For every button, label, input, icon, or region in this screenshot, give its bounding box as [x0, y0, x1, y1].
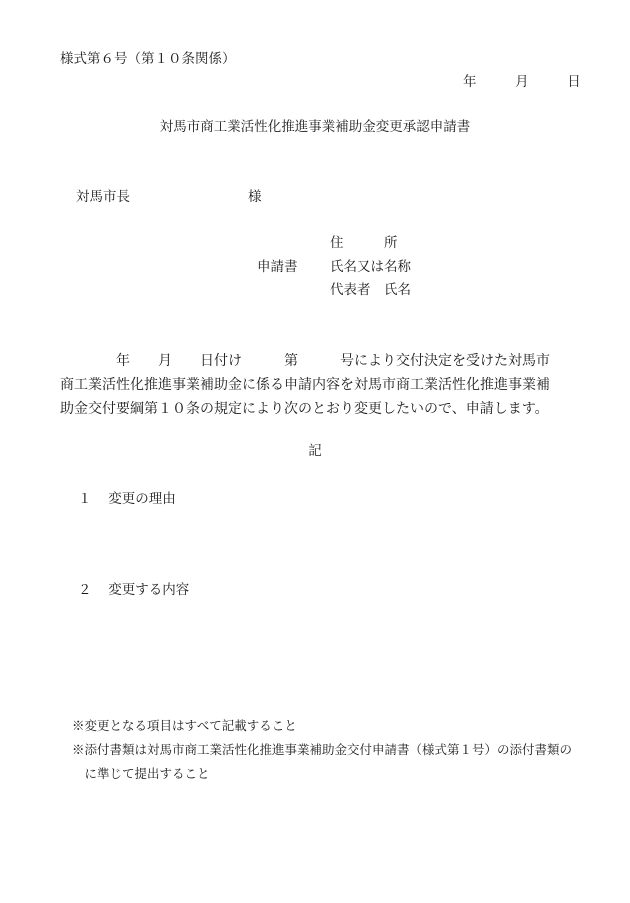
document-title: 対馬市商工業活性化推進事業補助金変更承認申請書 — [159, 119, 471, 135]
form-number: 様式第６号（第１０条関係） — [60, 51, 236, 67]
date-day-label: 日 — [567, 74, 581, 90]
note-2-line-1: ※添付書類は対馬市商工業活性化推進事業補助金交付申請書（様式第１号）の添付書類の — [72, 742, 573, 757]
address-label: 住 所 — [330, 235, 398, 251]
item-label: 変更する内容 — [108, 582, 190, 598]
item-change-content — [78, 584, 189, 598]
item-label: 変更の理由 — [108, 491, 176, 507]
body-line: 助金交付要綱第１０条の規定により次のとおり変更したいので、申請します。 — [60, 401, 549, 417]
representative-label: 代表者 氏名 — [330, 282, 411, 298]
note-2-line-2: に準じて提出すること — [72, 766, 210, 781]
addressee-honorific: 様 — [248, 189, 262, 205]
body-line: 年 月 日付け 第 号により交付決定を受けた対馬市 — [60, 353, 550, 369]
note-1: ※変更となる項目はすべて記載すること — [72, 718, 297, 733]
addressee-name: 対馬市長 — [76, 189, 130, 205]
date-month-label: 月 — [515, 74, 529, 90]
date-line — [463, 76, 581, 90]
item-change-reason — [78, 493, 176, 507]
body-line: 商工業活性化推進事業補助金に係る申請内容を対馬市商工業活性化推進事業補 — [60, 377, 550, 393]
item-number: ２ — [78, 582, 92, 598]
body-paragraph — [60, 349, 580, 421]
applicant-label: 申請書 — [257, 259, 298, 275]
date-year-label: 年 — [463, 74, 477, 90]
ki-heading: 記 — [308, 443, 322, 459]
item-number: １ — [78, 491, 92, 507]
name-label: 氏名又は名称 — [330, 259, 411, 275]
addressee — [76, 189, 262, 205]
